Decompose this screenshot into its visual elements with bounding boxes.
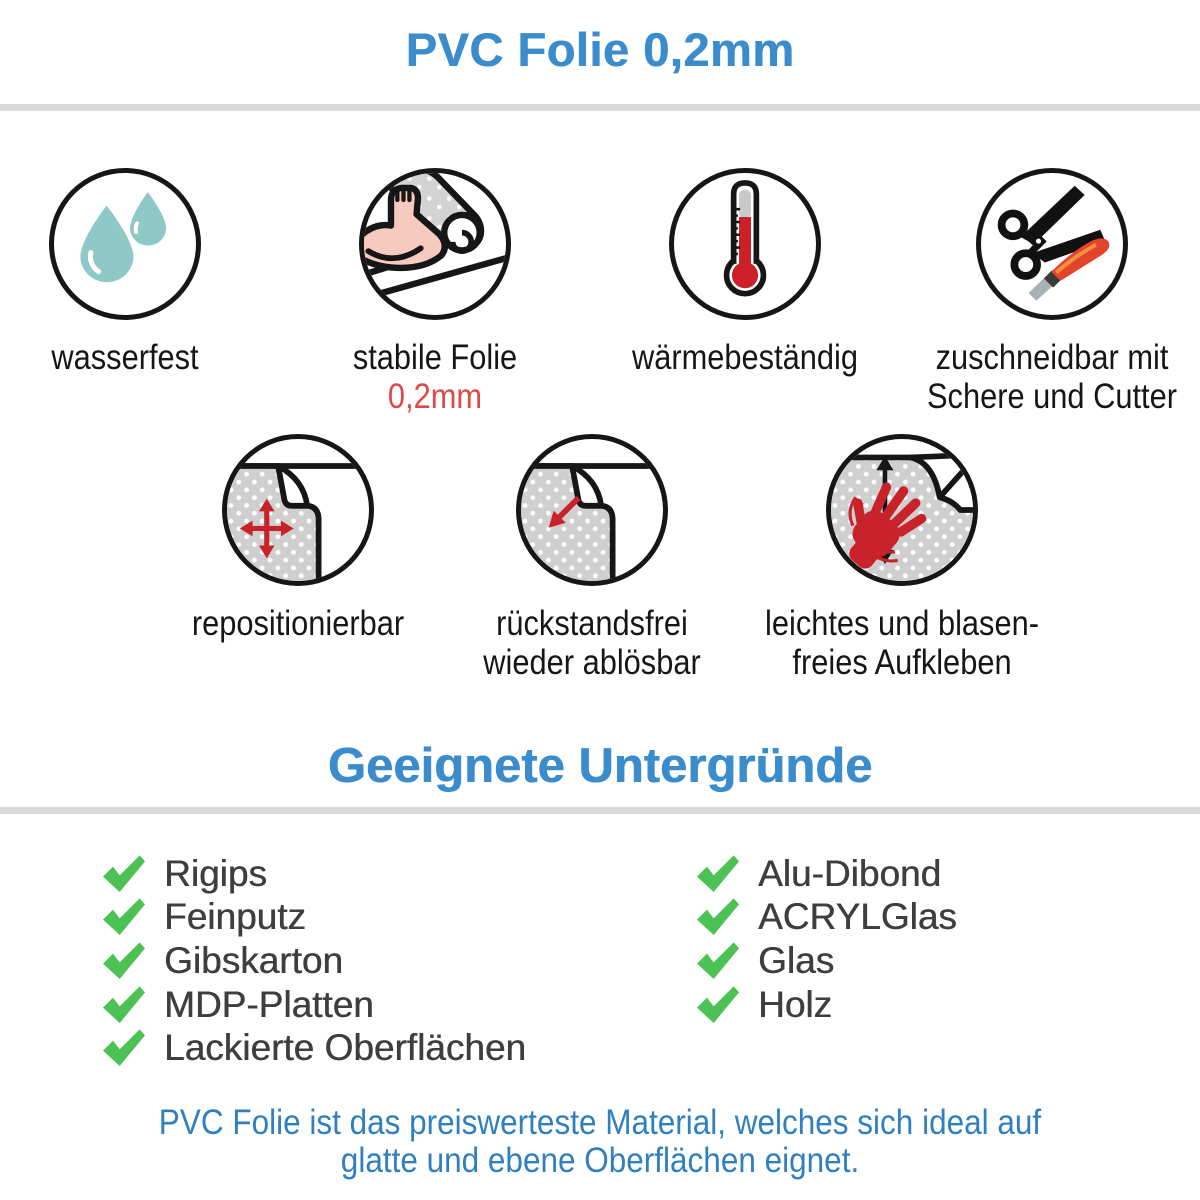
check-icon (98, 854, 148, 894)
feature-label-wasserfest: wasserfest (51, 338, 199, 377)
list-item (98, 939, 526, 983)
water-drops-icon (49, 168, 201, 320)
thickness-value: 0,2mm (387, 377, 483, 416)
feature-label-repositionierbar: repositionierbar (191, 604, 405, 643)
list-item-label: Gibskarton (164, 939, 343, 981)
feature-label-zuschneidbar: zuschneidbar mit Schere und Cutter (927, 338, 1177, 416)
check-icon (98, 985, 148, 1025)
footer-note: PVC Folie ist das preiswerteste Material, welches sich ideal auf glatte und ebene Oberflächen eignet. (158, 1103, 1042, 1180)
list-item-label: Rigips (164, 852, 267, 894)
feature-label-rueckstandsfrei: rückstandsfrei wieder ablösbar (483, 604, 701, 682)
list-item-label: Glas (758, 939, 835, 981)
muscle-arm-foil-icon (359, 168, 511, 320)
feature-label-stabile-folie: stabile Folie 0,2mm (294, 338, 576, 416)
list-item-label: Lackierte Oberflächen (164, 1027, 526, 1069)
list-item (692, 983, 957, 1027)
list-item-label: Holz (758, 983, 833, 1025)
list-item (98, 896, 526, 940)
page-title: PVC Folie 0,2mm (405, 23, 795, 76)
hand-smoothing-foil-icon (826, 434, 978, 586)
list-item (98, 852, 526, 896)
scissors-cutter-icon (976, 168, 1128, 320)
thermometer-icon (669, 168, 821, 320)
list-item-label: Alu-Dibond (758, 852, 942, 894)
section-title: Geeignete Untergründe (327, 739, 873, 793)
feature-label-waermebestaendig: wärmebeständig (632, 338, 858, 377)
substrates-list-left (98, 852, 526, 1070)
list-item-label: Feinputz (164, 896, 306, 938)
check-icon (692, 854, 742, 894)
peel-off-foil-icon (516, 434, 668, 586)
list-item-label: ACRYLGlas (758, 896, 957, 938)
feature-label-aufkleben: leichtes und blasen- freies Aufkleben (765, 604, 1039, 682)
check-icon (692, 941, 742, 981)
check-icon (98, 1028, 148, 1068)
check-icon (692, 897, 742, 937)
list-item (98, 1026, 526, 1070)
list-item (692, 896, 957, 940)
section-divider (0, 807, 1200, 814)
top-divider (0, 104, 1200, 111)
check-icon (692, 985, 742, 1025)
list-item (692, 852, 957, 896)
check-icon (98, 897, 148, 937)
move-arrows-foil-icon (222, 434, 374, 586)
substrates-list-right (692, 852, 957, 1026)
list-item-label: MDP-Platten (164, 983, 374, 1025)
check-icon (98, 941, 148, 981)
list-item (98, 983, 526, 1027)
list-item (692, 939, 957, 983)
